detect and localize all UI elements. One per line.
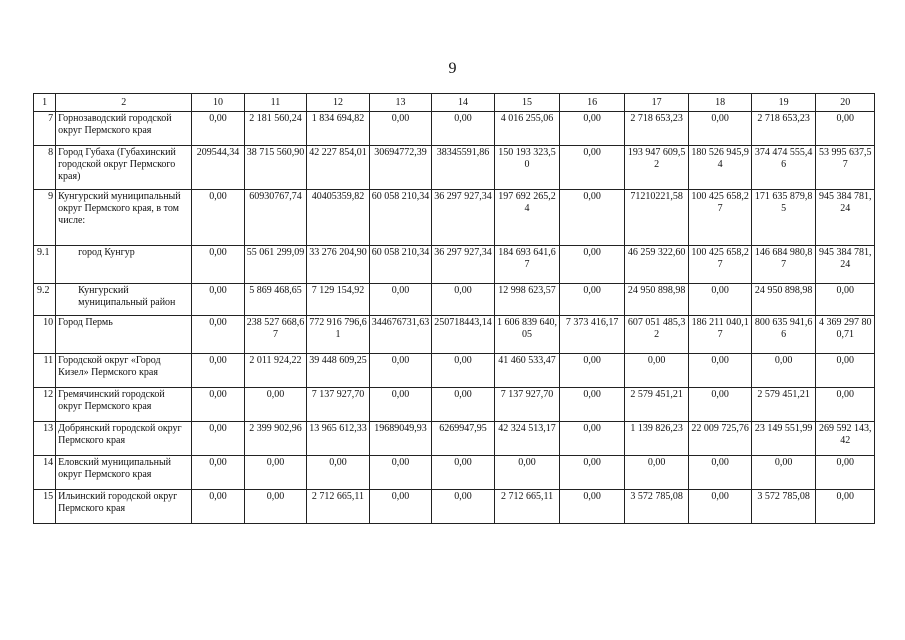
value-cell: 250718443,14 — [432, 316, 495, 354]
value-cell: 0,00 — [192, 316, 244, 354]
value-cell: 0,00 — [689, 388, 752, 422]
value-cell: 0,00 — [816, 388, 875, 422]
header-row — [34, 94, 875, 112]
table-body — [34, 112, 875, 524]
value-cell: 0,00 — [560, 354, 625, 388]
value-cell: 55 061 299,09 — [244, 246, 307, 284]
value-cell: 0,00 — [560, 246, 625, 284]
municipality-name: Ильинский городской округ Пермского края — [56, 490, 192, 524]
value-cell: 0,00 — [432, 456, 495, 490]
value-cell: 0,00 — [560, 112, 625, 146]
municipality-name: Добрянский городской округ Пермского края — [56, 422, 192, 456]
value-cell: 2 399 902,96 — [244, 422, 307, 456]
value-cell: 24 950 898,98 — [624, 284, 689, 316]
value-cell: 1 606 839 640,05 — [494, 316, 560, 354]
value-cell: 0,00 — [192, 388, 244, 422]
value-cell: 197 692 265,24 — [494, 190, 560, 246]
value-cell: 7 373 416,17 — [560, 316, 625, 354]
municipality-name: Город Губаха (Губахинский городской округ Пермского края) — [56, 146, 192, 190]
table-row — [34, 422, 875, 456]
value-cell: 0,00 — [560, 388, 625, 422]
value-cell: 0,00 — [307, 456, 370, 490]
value-cell: 0,00 — [244, 490, 307, 524]
column-header: 1 — [34, 94, 56, 112]
value-cell: 0,00 — [369, 388, 432, 422]
value-cell: 0,00 — [816, 490, 875, 524]
value-cell: 0,00 — [689, 112, 752, 146]
column-header: 12 — [307, 94, 370, 112]
row-number: 14 — [34, 456, 56, 490]
value-cell: 3 572 785,08 — [751, 490, 816, 524]
value-cell: 0,00 — [689, 490, 752, 524]
value-cell: 19689049,93 — [369, 422, 432, 456]
value-cell: 0,00 — [369, 490, 432, 524]
value-cell: 60 058 210,34 — [369, 246, 432, 284]
table-row — [34, 490, 875, 524]
value-cell: 0,00 — [751, 354, 816, 388]
page-number: 9 — [448, 60, 457, 77]
value-cell: 0,00 — [624, 456, 689, 490]
row-number: 9 — [34, 190, 56, 246]
value-cell: 2 718 653,23 — [624, 112, 689, 146]
column-header: 2 — [56, 94, 192, 112]
value-cell: 772 916 796,61 — [307, 316, 370, 354]
value-cell: 0,00 — [494, 456, 560, 490]
column-header: 19 — [751, 94, 816, 112]
value-cell: 5 869 468,65 — [244, 284, 307, 316]
value-cell: 238 527 668,67 — [244, 316, 307, 354]
municipality-name: Городской округ «Город Кизел» Пермского края — [56, 354, 192, 388]
value-cell: 800 635 941,66 — [751, 316, 816, 354]
value-cell: 0,00 — [369, 354, 432, 388]
value-cell: 12 998 623,57 — [494, 284, 560, 316]
value-cell: 1 834 694,82 — [307, 112, 370, 146]
value-cell: 0,00 — [689, 284, 752, 316]
value-cell: 0,00 — [192, 112, 244, 146]
row-number: 7 — [34, 112, 56, 146]
value-cell: 23 149 551,99 — [751, 422, 816, 456]
value-cell: 2 718 653,23 — [751, 112, 816, 146]
value-cell: 13 965 612,33 — [307, 422, 370, 456]
value-cell: 2 181 560,24 — [244, 112, 307, 146]
value-cell: 2 011 924,22 — [244, 354, 307, 388]
value-cell: 0,00 — [192, 456, 244, 490]
value-cell: 0,00 — [816, 284, 875, 316]
value-cell: 60 058 210,34 — [369, 190, 432, 246]
value-cell: 0,00 — [244, 388, 307, 422]
value-cell: 344676731,63 — [369, 316, 432, 354]
value-cell: 36 297 927,34 — [432, 246, 495, 284]
value-cell: 53 995 637,57 — [816, 146, 875, 190]
value-cell: 0,00 — [192, 354, 244, 388]
value-cell: 0,00 — [816, 456, 875, 490]
value-cell: 0,00 — [560, 146, 625, 190]
value-cell: 0,00 — [816, 112, 875, 146]
column-header: 13 — [369, 94, 432, 112]
value-cell: 150 193 323,50 — [494, 146, 560, 190]
table-row — [34, 316, 875, 354]
value-cell: 24 950 898,98 — [751, 284, 816, 316]
value-cell: 2 579 451,21 — [624, 388, 689, 422]
value-cell: 186 211 040,17 — [689, 316, 752, 354]
value-cell: 7 129 154,92 — [307, 284, 370, 316]
value-cell: 0,00 — [432, 112, 495, 146]
value-cell: 60930767,74 — [244, 190, 307, 246]
municipality-name: Кунгурский муниципальный округ Пермского края, в том числе: — [56, 190, 192, 246]
column-header: 18 — [689, 94, 752, 112]
value-cell: 0,00 — [560, 284, 625, 316]
value-cell: 2 579 451,21 — [751, 388, 816, 422]
value-cell: 71210221,58 — [624, 190, 689, 246]
municipality-name: Гремячинский городской округ Пермского края — [56, 388, 192, 422]
column-header: 20 — [816, 94, 875, 112]
value-cell: 41 460 533,47 — [494, 354, 560, 388]
value-cell: 39 448 609,25 — [307, 354, 370, 388]
value-cell: 0,00 — [560, 190, 625, 246]
column-header: 11 — [244, 94, 307, 112]
value-cell: 46 259 322,60 — [624, 246, 689, 284]
table-row — [34, 354, 875, 388]
value-cell: 0,00 — [624, 354, 689, 388]
value-cell: 33 276 204,90 — [307, 246, 370, 284]
value-cell: 945 384 781,24 — [816, 190, 875, 246]
value-cell: 945 384 781,24 — [816, 246, 875, 284]
column-header: 14 — [432, 94, 495, 112]
value-cell: 193 947 609,52 — [624, 146, 689, 190]
value-cell: 7 137 927,70 — [307, 388, 370, 422]
value-cell: 0,00 — [192, 490, 244, 524]
value-cell: 4 016 255,06 — [494, 112, 560, 146]
row-number: 13 — [34, 422, 56, 456]
table-row — [34, 456, 875, 490]
value-cell: 0,00 — [560, 456, 625, 490]
row-number: 10 — [34, 316, 56, 354]
value-cell: 0,00 — [432, 284, 495, 316]
value-cell: 36 297 927,34 — [432, 190, 495, 246]
municipality-name: Горнозаводский городской округ Пермского края — [56, 112, 192, 146]
value-cell: 22 009 725,76 — [689, 422, 752, 456]
value-cell: 2 712 665,11 — [494, 490, 560, 524]
row-number: 11 — [34, 354, 56, 388]
value-cell: 0,00 — [432, 490, 495, 524]
value-cell: 0,00 — [192, 422, 244, 456]
municipality-name: город Кунгур — [56, 246, 192, 284]
value-cell: 0,00 — [244, 456, 307, 490]
value-cell: 209544,34 — [192, 146, 244, 190]
column-header: 15 — [494, 94, 560, 112]
value-cell: 146 684 980,87 — [751, 246, 816, 284]
value-cell: 0,00 — [689, 456, 752, 490]
row-number: 9.2 — [34, 284, 56, 316]
value-cell: 0,00 — [751, 456, 816, 490]
value-cell: 0,00 — [369, 284, 432, 316]
value-cell: 2 712 665,11 — [307, 490, 370, 524]
value-cell: 6269947,95 — [432, 422, 495, 456]
value-cell: 171 635 879,85 — [751, 190, 816, 246]
value-cell: 38345591,86 — [432, 146, 495, 190]
value-cell: 269 592 143,42 — [816, 422, 875, 456]
value-cell: 607 051 485,32 — [624, 316, 689, 354]
value-cell: 0,00 — [689, 354, 752, 388]
value-cell: 40405359,82 — [307, 190, 370, 246]
value-cell: 100 425 658,27 — [689, 246, 752, 284]
value-cell: 4 369 297 800,71 — [816, 316, 875, 354]
value-cell: 0,00 — [369, 112, 432, 146]
value-cell: 0,00 — [432, 388, 495, 422]
value-cell: 374 474 555,46 — [751, 146, 816, 190]
value-cell: 38 715 560,90 — [244, 146, 307, 190]
table-row — [34, 388, 875, 422]
value-cell: 42 227 854,01 — [307, 146, 370, 190]
value-cell: 30694772,39 — [369, 146, 432, 190]
table-row — [34, 190, 875, 246]
value-cell: 100 425 658,27 — [689, 190, 752, 246]
row-number: 15 — [34, 490, 56, 524]
value-cell: 0,00 — [816, 354, 875, 388]
value-cell: 0,00 — [192, 284, 244, 316]
row-number: 12 — [34, 388, 56, 422]
municipality-name: Еловский муниципальный округ Пермского края — [56, 456, 192, 490]
column-header: 10 — [192, 94, 244, 112]
value-cell: 180 526 945,94 — [689, 146, 752, 190]
value-cell: 1 139 826,23 — [624, 422, 689, 456]
value-cell: 0,00 — [432, 354, 495, 388]
value-cell: 0,00 — [560, 422, 625, 456]
column-header: 16 — [560, 94, 625, 112]
row-number: 8 — [34, 146, 56, 190]
column-header: 17 — [624, 94, 689, 112]
table-row — [34, 246, 875, 284]
municipality-name: Город Пермь — [56, 316, 192, 354]
value-cell: 0,00 — [369, 456, 432, 490]
data-table — [33, 93, 875, 524]
value-cell: 0,00 — [192, 190, 244, 246]
value-cell: 0,00 — [560, 490, 625, 524]
value-cell: 0,00 — [192, 246, 244, 284]
value-cell: 184 693 641,67 — [494, 246, 560, 284]
value-cell: 42 324 513,17 — [494, 422, 560, 456]
value-cell: 7 137 927,70 — [494, 388, 560, 422]
table-row — [34, 112, 875, 146]
municipality-name: Кунгурский муниципальный район — [56, 284, 192, 316]
row-number: 9.1 — [34, 246, 56, 284]
value-cell: 3 572 785,08 — [624, 490, 689, 524]
table-row — [34, 146, 875, 190]
table-row — [34, 284, 875, 316]
